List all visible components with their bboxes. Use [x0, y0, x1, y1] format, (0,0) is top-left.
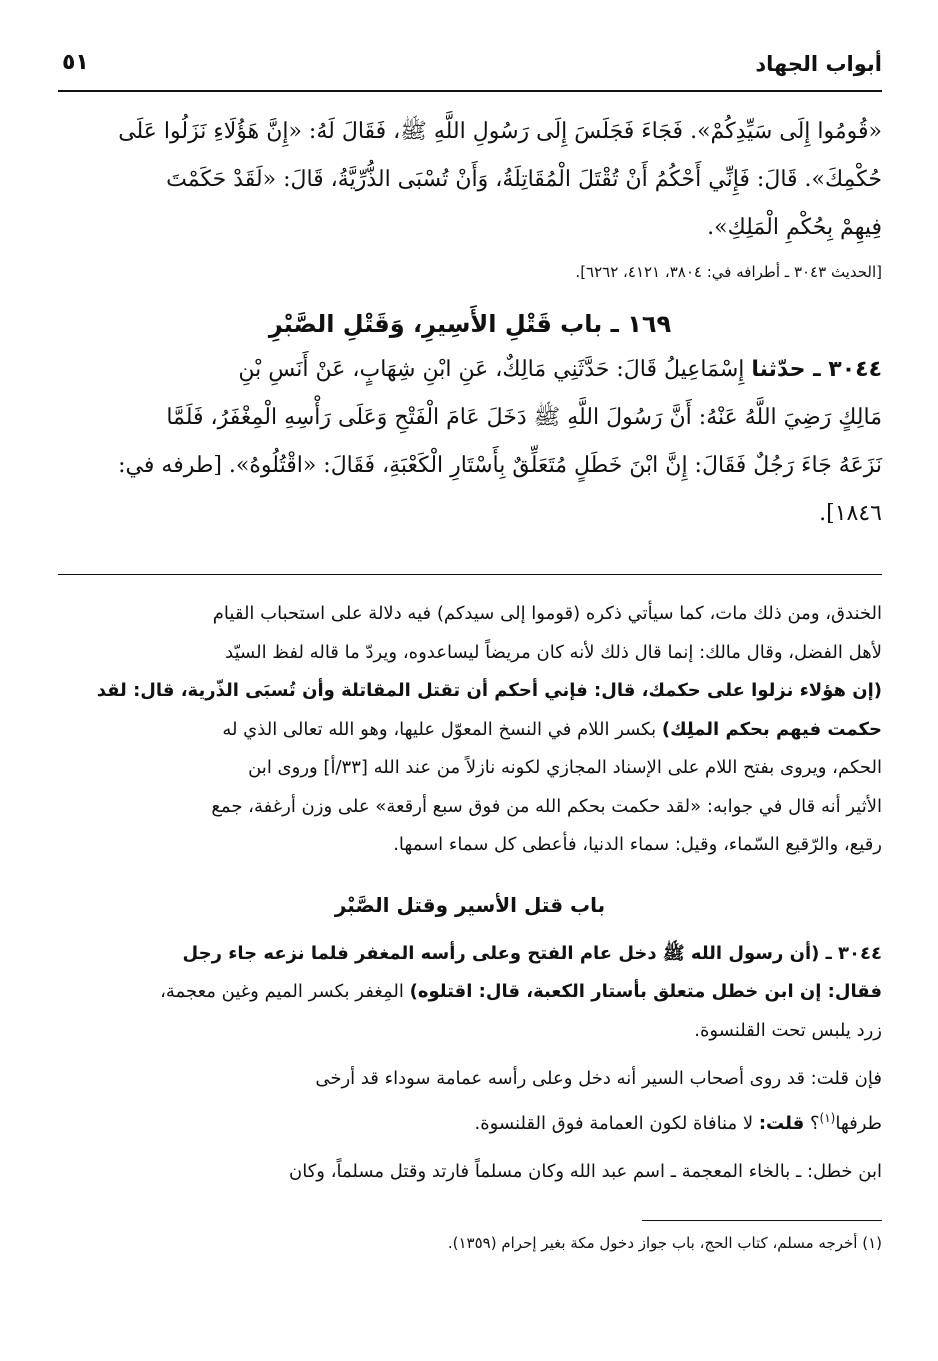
matn-line: نَزَعَهُ جَاءَ رَجُلٌ فَقَالَ: إِنَّ ابْنَ خَطَلٍ مُتَعَلِّقٌ بِأَسْتَارِ الْكَعْبَةِ، فَقَالَ: «اقْتُلُوهُ». [طرفه في:: [118, 453, 882, 478]
page-number: ٥١: [62, 50, 89, 75]
matn-line: «قُومُوا إِلَى سَيِّدِكُمْ». فَجَاءَ فَجَلَسَ إِلَى رَسُولِ اللَّهِ ﷺ، فَقَالَ لَهُ: «إِنَّ هَؤُلَاءِ نَزَلُوا عَلَى: [118, 119, 882, 144]
commentary: [58, 595, 882, 1192]
commentary-line: ابن خطل: ـ بالخاء المعجمة ـ اسم عبد الله وكان مسلماً فارتد وقتل مسلماً، وكان: [289, 1161, 882, 1182]
footnote-divider: [642, 1220, 882, 1221]
page-header: [58, 40, 882, 92]
commentary-line: الأثير أنه قال في جوابه: «لقد حكمت بحكم الله من فوق سبع أرقعة» على وزن أرغفة، جمع: [211, 795, 882, 817]
commentary-line: فإن قلت: قد روى أصحاب السير أنه دخل وعلى رأسه عمامة سوداء قد أرخى: [315, 1068, 882, 1089]
commentary-line: [58, 672, 882, 711]
commentary-line: [58, 935, 882, 974]
commentary-line: [58, 973, 882, 1012]
commentary-line: [58, 1099, 882, 1144]
commentary-text: ؟: [804, 1112, 820, 1134]
hadith-number: ٣٠٤٤ ـ حدّثنا: [751, 357, 882, 382]
commentary-line: رقيع، والرّقيع السّماء، وقيل: سماء الدنيا، فأعطى كل سماء اسمها.: [393, 834, 882, 855]
section-divider: [58, 574, 882, 575]
chapter-title: أبواب الجهاد: [755, 52, 882, 76]
commentary-line: [58, 711, 882, 750]
commentary-line: الحكم، ويروى بفتح اللام على الإسناد المجازي لكونه نازلاً من عند الله [٣٣/أ] وروى ابن: [248, 757, 882, 778]
quoted-text: فقال: إن ابن خطل متعلق بأستار الكعبة، قال: اقتلوه): [409, 981, 882, 1002]
quoted-text: حكمت فيهم بحكم الملِك): [661, 718, 882, 740]
footnote: (١) أخرجه مسلم، كتاب الحج، باب جواز دخول مكة بغير إحرام (١٣٥٩).: [447, 1233, 882, 1252]
matn-line: ١٨٤٦].: [819, 501, 882, 526]
commentary-text: بكسر اللام في النسخ المعوّل عليها، وهو الله تعالى الذي له: [222, 718, 662, 740]
matn-text: إِسْمَاعِيلُ قَالَ: حَدَّثَنِي مَالِكٌ، عَنِ ابْنِ شِهَابٍ، عَنْ أَنَسِ بْنِ: [238, 357, 745, 382]
matn-line: [58, 346, 882, 394]
footnote-marker[interactable]: (١): [819, 1110, 836, 1125]
commentary-text: لا منافاة لكون العمامة فوق القلنسوة.: [474, 1112, 759, 1134]
matn-line: حُكْمِكَ». قَالَ: فَإِنِّي أَحْكُمُ أَنْ تُقْتَلَ الْمُقَاتِلَةُ، وَأَنْ تُسْبَى الذُّرِّيَّةُ، قَالَ: «لَقَدْ حَكَمْتَ: [166, 167, 882, 192]
hadith-reference: [الحديث ٣٠٤٣ ـ أطرافه في: ٣٨٠٤، ٤١٢١، ٦٢٦٢].: [575, 263, 882, 281]
hadith-text: [58, 108, 882, 538]
book-page: [58, 40, 882, 1257]
commentary-line: زرد يلبس تحت القلنسوة.: [694, 1019, 882, 1041]
matn-line: مَالِكٍ رَضِيَ اللَّهُ عَنْهُ: أَنَّ رَسُولَ اللَّهِ ﷺ دَخَلَ عَامَ الْفَتْحِ وَعَلَى رَأْسِهِ الْمِغْفَرُ، فَلَمَّا: [166, 405, 882, 430]
commentary-line: الخندق، ومن ذلك مات، كما سيأتي ذكره (قوموا إلى سيدكم) فيه دلالة على استحباب القيام: [212, 603, 882, 624]
commentary-line: لأهل الفضل، وقال مالك: إنما قال ذلك لأنه كان مريضاً ليساعدوه، ويردّ ما قاله لفظ السيّد: [225, 641, 882, 663]
quoted-text: (إن هؤلاء نزلوا على حكمك، قال: فإني أحكم أن تقتل المقاتلة وأن تُسبَى الذّرية، قال: لقد: [96, 680, 882, 701]
commentary-text: المِغفر بكسر الميم وغين معجمة،: [160, 981, 410, 1002]
commentary-chapter-heading: باب قتل الأسير وقتل الصَّبْر: [334, 892, 606, 917]
commentary-text: طرفها: [835, 1112, 882, 1134]
qult-label: قلت:: [758, 1112, 805, 1134]
matn-line: فِيهِمْ بِحُكْمِ الْمَلِكِ».: [707, 215, 882, 240]
chapter-heading: ١٦٩ ـ باب قَتْلِ الأَسِيرِ، وَقَتْلِ الصَّبْرِ: [268, 310, 672, 338]
quoted-text: ٣٠٤٤ ـ (أن رسول الله ﷺ دخل عام الفتح وعلى رأسه المغفر فلما نزعه جاء رجل: [182, 942, 882, 964]
